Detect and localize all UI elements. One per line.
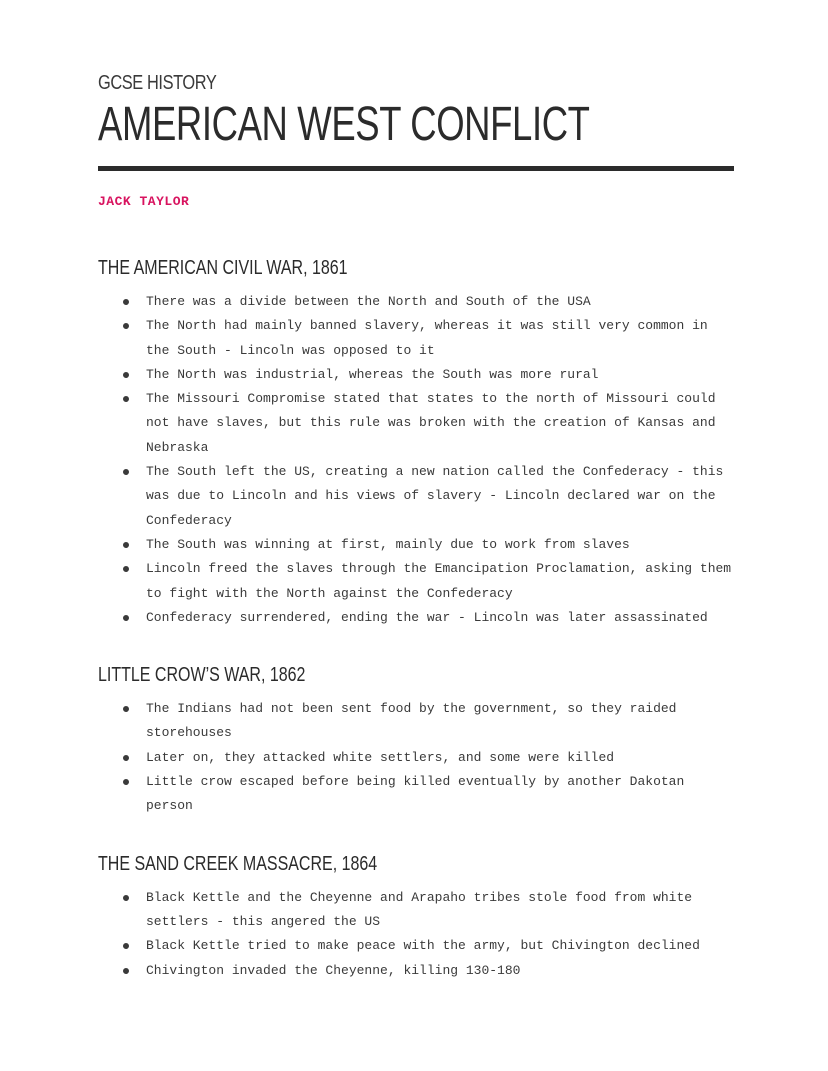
document-page [98,70,734,983]
list-item: There was a divide between the North and South of the USA [98,290,736,314]
document-subtitle: GCSE HISTORY [98,72,217,94]
list-item: Little crow escaped before being killed eventually by another Dakotan person [98,770,736,819]
document-title: AMERICAN WEST CONFLICT [98,98,590,151]
list-item: Chivington invaded the Cheyenne, killing 130-180 [98,959,736,983]
list-item: The Indians had not been sent food by the government, so they raided storehouses [98,697,736,746]
section-title: THE SAND CREEK MASSACRE, 1864 [98,852,378,875]
list-item: The North had mainly banned slavery, whereas it was still very common in the South - Lincoln was opposed to it [98,314,736,363]
author-name: JACK TAYLOR [98,194,190,209]
list-item: The South left the US, creating a new nation called the Confederacy - this was due to Lincoln and his views of slavery - Lincoln declared war on the Confederacy [98,460,736,533]
section-civil-war [98,255,734,630]
section-sand-creek [98,851,734,983]
bullet-list [98,697,734,818]
bullet-list [98,290,734,630]
list-item: Black Kettle tried to make peace with the army, but Chivington declined [98,934,736,958]
list-item: The North was industrial, whereas the South was more rural [98,363,736,387]
section-title: LITTLE CROW’S WAR, 1862 [98,664,306,687]
section-title: THE AMERICAN CIVIL WAR, 1861 [98,257,348,279]
bullet-list [98,886,734,983]
list-item: Black Kettle and the Cheyenne and Arapaho tribes stole food from white settlers - this angered the US [98,886,736,935]
list-item: The South was winning at first, mainly due to work from slaves [98,533,736,557]
section-little-crow [98,662,734,818]
list-item: Lincoln freed the slaves through the Emancipation Proclamation, asking them to fight with the North against the Confederacy [98,557,736,606]
list-item: Later on, they attacked white settlers, and some were killed [98,746,736,770]
list-item: The Missouri Compromise stated that states to the north of Missouri could not have slaves, but this rule was broken with the creation of Kansas and Nebraska [98,387,736,460]
title-divider [98,166,734,171]
list-item: Confederacy surrendered, ending the war - Lincoln was later assassinated [98,606,736,630]
